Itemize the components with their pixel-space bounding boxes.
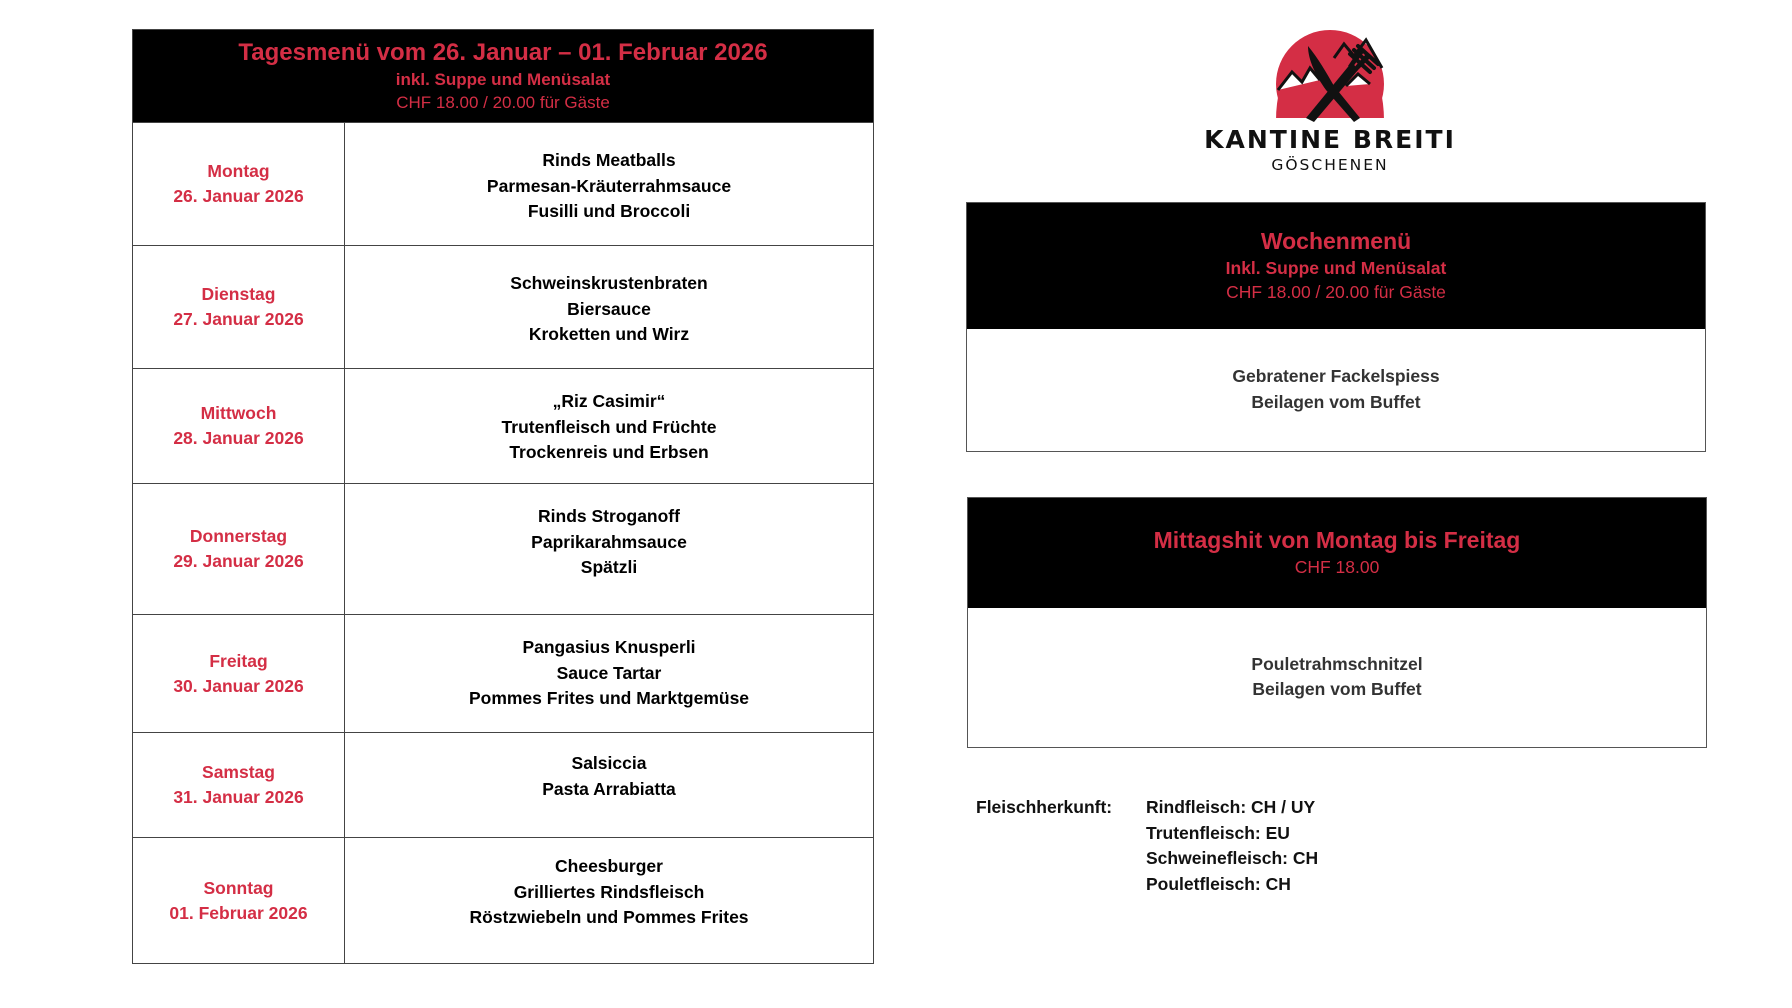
dish-line: Trockenreis und Erbsen	[509, 442, 709, 462]
weekday: Samstag	[202, 762, 275, 782]
weekly-menu-dishes	[967, 329, 1705, 450]
day-cell	[133, 484, 345, 614]
weekday: Mittwoch	[200, 403, 277, 423]
dish-line: Pommes Frites und Marktgemüse	[468, 688, 750, 708]
dish-line: Kroketten und Wirz	[528, 324, 690, 344]
lunch-hit-box	[967, 497, 1707, 748]
dish-line: Röstzwiebeln und Pommes Frites	[469, 907, 749, 927]
day-cell	[133, 838, 345, 963]
daily-menu-price: CHF 18.00 / 20.00 für Gäste	[396, 93, 610, 112]
dish-cell	[345, 246, 873, 368]
day-cell	[133, 246, 345, 368]
dish-line: Paprikarahmsauce	[531, 531, 687, 552]
weekly-menu-header	[967, 203, 1705, 329]
dish-line: Trutenfleisch und Früchte	[501, 416, 717, 437]
daily-menu-table	[132, 29, 874, 964]
dish-line: Gebratener Fackelspiess	[1232, 366, 1440, 386]
day-row-tuesday	[133, 245, 873, 368]
dish-line: Biersauce	[567, 298, 651, 319]
meat-origin-item: Pouletfleisch: CH	[1146, 873, 1291, 894]
date: 28. Januar 2026	[173, 428, 304, 448]
day-row-friday	[133, 614, 873, 732]
weekday: Sonntag	[203, 877, 274, 898]
logo-name: KANTINE BREITI	[1204, 125, 1456, 154]
day-cell	[133, 733, 345, 837]
lunch-hit-title: Mittagshit von Montag bis Freitag	[1153, 527, 1521, 553]
lunch-hit-price: CHF 18.00	[1294, 557, 1380, 577]
day-row-wednesday	[133, 368, 873, 483]
date: 31. Januar 2026	[173, 787, 304, 807]
dish-line: Pangasius Knusperli	[522, 637, 696, 657]
weekday: Freitag	[209, 650, 268, 671]
daily-menu-title: Tagesmenü vom 26. Januar – 01. Februar 2026	[238, 39, 768, 66]
dish-cell	[345, 369, 873, 483]
day-cell	[133, 123, 345, 245]
daily-menu-subtitle: inkl. Suppe und Menüsalat	[395, 70, 611, 89]
weekly-menu-price: CHF 18.00 / 20.00 für Gäste	[1226, 282, 1446, 302]
dish-line: Rinds Stroganoff	[538, 506, 680, 526]
dish-line: Sauce Tartar	[556, 662, 662, 683]
dish-line: Cheesburger	[555, 856, 663, 876]
weekday: Donnerstag	[189, 526, 288, 546]
weekday: Dienstag	[201, 284, 276, 304]
dish-line: Schweinskrustenbraten	[510, 273, 708, 293]
meat-origin-item: Schweinefleisch: CH	[1146, 848, 1319, 868]
date: 29. Januar 2026	[173, 551, 304, 571]
meat-origin-item: Rindfleisch: CH / UY	[1146, 797, 1316, 817]
day-row-thursday	[133, 483, 873, 614]
weekly-menu-subtitle: Inkl. Suppe und Menüsalat	[1225, 258, 1447, 278]
date: 26. Januar 2026	[173, 186, 304, 206]
day-cell	[133, 615, 345, 732]
kantine-logo	[1195, 28, 1465, 188]
logo-location: GÖSCHENEN	[1271, 156, 1389, 174]
dish-line: Salsiccia	[571, 753, 647, 773]
dish-line: Grilliertes Rindsfleisch	[513, 881, 705, 902]
lunch-hit-header	[968, 498, 1706, 608]
date: 30. Januar 2026	[173, 675, 304, 696]
dish-line: Parmesan-Kräuterrahmsauce	[486, 175, 732, 196]
dish-line: Beilagen vom Buffet	[1251, 391, 1421, 412]
weekly-menu-box	[966, 202, 1706, 452]
dish-cell	[345, 484, 873, 614]
day-row-sunday	[133, 837, 873, 963]
meat-origin-item: Trutenfleisch: EU	[1146, 822, 1290, 843]
meat-origin-label: Fleischherkunft:	[976, 797, 1113, 817]
dish-cell	[345, 123, 873, 245]
dish-line: Pouletrahmschnitzel	[1251, 653, 1423, 674]
dish-line: Fusilli und Broccoli	[527, 201, 691, 221]
dish-line: Pasta Arrabiatta	[542, 778, 676, 799]
dish-cell	[345, 838, 873, 963]
meat-origin	[976, 795, 1318, 897]
dish-line: Rinds Meatballs	[542, 150, 676, 170]
dish-cell	[345, 615, 873, 732]
daily-menu-header	[133, 30, 873, 122]
day-row-saturday	[133, 732, 873, 837]
dish-cell	[345, 733, 873, 837]
dish-line: Beilagen vom Buffet	[1252, 679, 1422, 699]
date: 27. Januar 2026	[173, 309, 304, 329]
day-row-monday	[133, 122, 873, 245]
weekly-menu-title: Wochenmenü	[1260, 228, 1412, 254]
day-cell	[133, 369, 345, 483]
date: 01. Februar 2026	[169, 902, 308, 923]
lunch-hit-dishes	[968, 608, 1706, 746]
meat-origin-list	[1146, 795, 1318, 897]
fork-knife-mountain-logo-icon	[1274, 28, 1386, 122]
weekday: Montag	[207, 161, 270, 181]
dish-line: „Riz Casimir“	[552, 391, 666, 411]
dish-line: Spätzli	[580, 557, 638, 577]
